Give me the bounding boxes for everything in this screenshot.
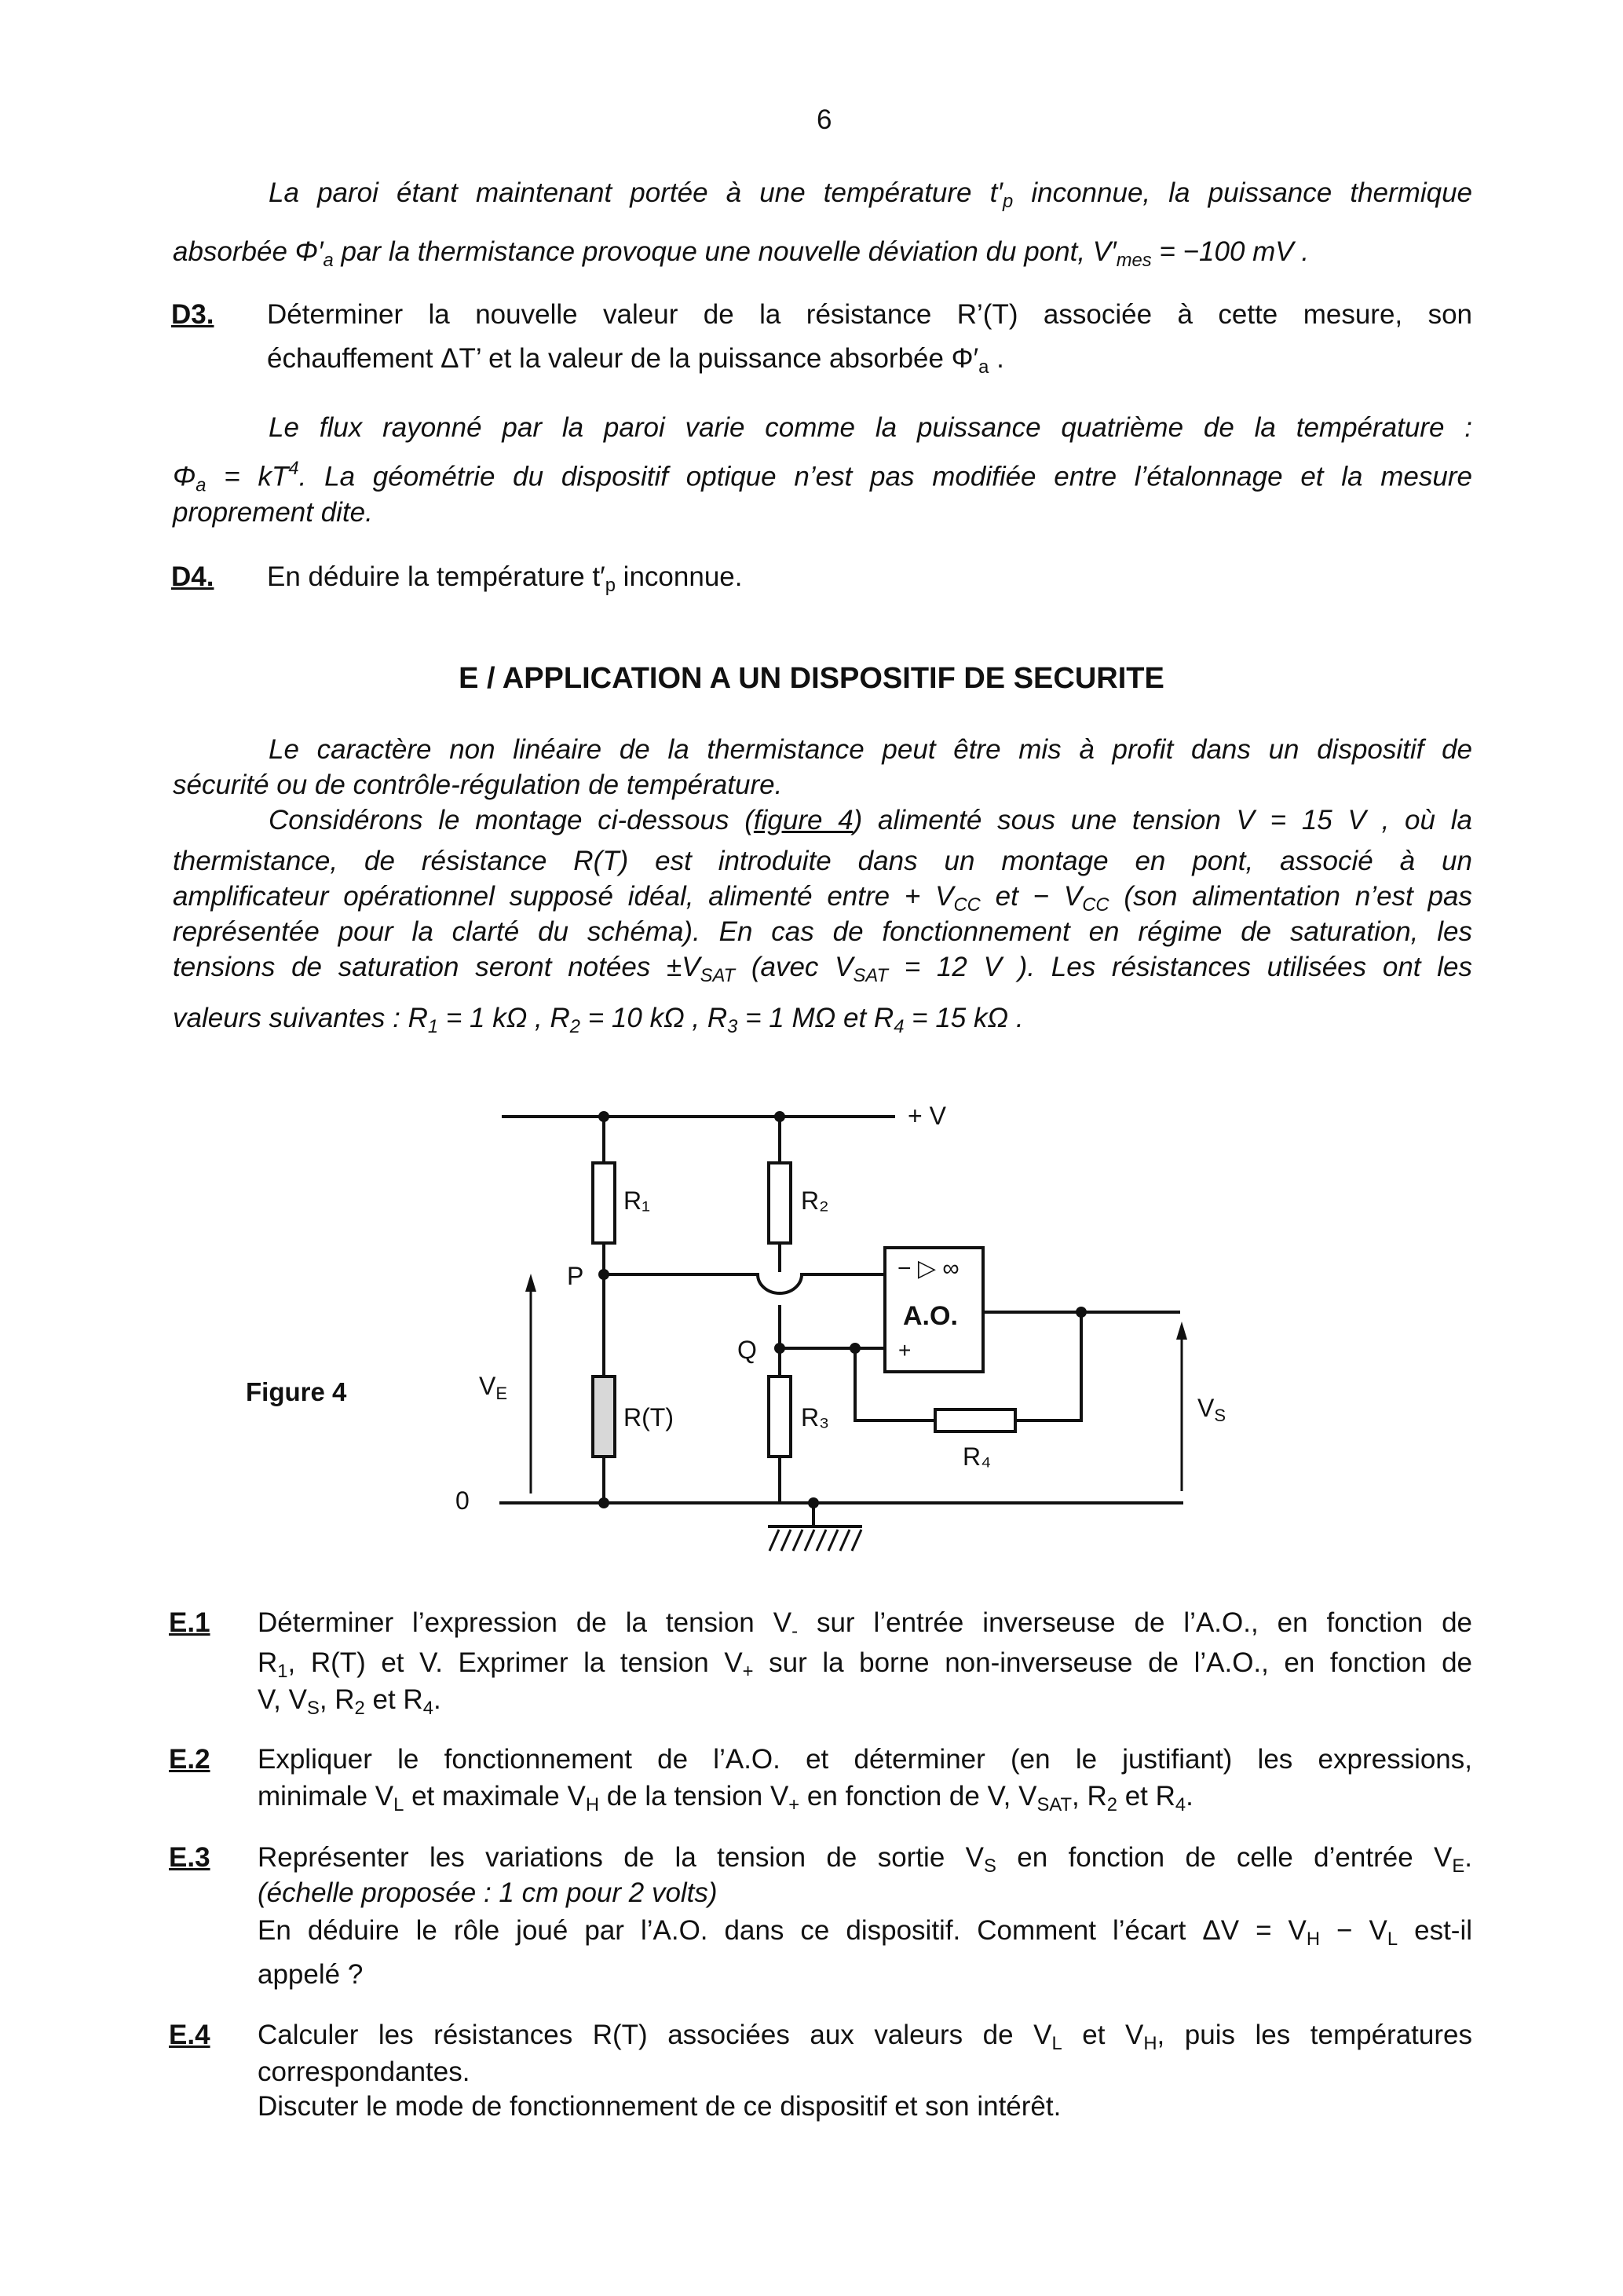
subscript: 2	[569, 1016, 581, 1038]
subscript: S	[984, 1855, 996, 1877]
text-run: thermistance, de résistance R(T) est introduite dans un montage en pont, associé à un	[173, 846, 1472, 876]
subscript: 4	[1175, 1794, 1186, 1816]
text-run: , R(T) et V. Exprimer la tension V	[287, 1647, 743, 1678]
text-run: Déterminer la nouvelle valeur de la résistance R’(T) associée à cette mesure, son	[267, 299, 1472, 330]
text-run: échauffement ΔT’ et la valeur de la puissance absorbée Φ′	[267, 343, 979, 374]
subscript: L	[393, 1794, 404, 1816]
text-run: Discuter le mode de fonctionnement de ce dispositif et son intérêt.	[258, 2091, 1062, 2122]
text-run: de la tension V	[599, 1781, 789, 1812]
text-line	[258, 1684, 441, 1720]
text-run: , puis les températures	[1157, 2020, 1472, 2050]
text-line	[258, 2020, 1472, 2055]
subscript: a	[196, 474, 207, 496]
wire-p-to-inverting	[604, 1274, 885, 1293]
text-run: inconnue, la puissance thermique	[1013, 177, 1473, 208]
text-run: Le flux rayonné par la paroi varie comme la puissance quatrième de la température :	[269, 412, 1472, 443]
subscript: 4	[422, 1698, 433, 1720]
label-node-p: P	[567, 1262, 584, 1290]
text-run: et − V	[980, 881, 1083, 912]
text-run: proprement dite.	[173, 497, 373, 528]
text-run: .	[1186, 1781, 1193, 1812]
question-label-e1: E.1	[169, 1607, 210, 1638]
label-plus-v: + V	[908, 1102, 946, 1130]
text-run: (avec V	[735, 952, 854, 982]
text-run: = 1 kΩ , R	[438, 1003, 570, 1033]
text-run: amplificateur opérationnel supposé idéal, alimenté entre + V	[173, 881, 954, 912]
subscript: mes	[1116, 250, 1152, 272]
text-line	[258, 1607, 1472, 1643]
page-number: 6	[817, 104, 832, 135]
text-run: La paroi étant maintenant portée à une température	[269, 177, 990, 208]
text-run: = 1 MΩ et R	[737, 1003, 894, 1033]
subscript: a	[323, 250, 334, 272]
subscript: H	[585, 1794, 600, 1816]
text-line	[258, 1915, 1473, 1951]
label-r1: R₁	[623, 1186, 650, 1215]
text-run: (son alimentation n’est pas	[1109, 881, 1472, 912]
text-run: − V	[1320, 1915, 1387, 1946]
text-run: Φ	[173, 461, 196, 492]
subscript: -	[791, 1621, 799, 1643]
resistor-r1	[593, 1163, 615, 1243]
subscript: CC	[953, 894, 981, 916]
subscript: p	[1002, 191, 1014, 213]
text-run: est-il	[1398, 1915, 1473, 1946]
text-run: ) alimenté sous une tension V = 15 V , où la	[853, 805, 1472, 835]
subscript: p	[605, 575, 616, 597]
text-run: V, V	[258, 1684, 307, 1715]
text-run: = kT	[206, 461, 289, 492]
text-run: . La géométrie du dispositif optique n’est pas modifiée entre l’étalonnage et la mesure	[298, 461, 1472, 492]
text-line	[258, 1647, 1472, 1683]
text-run: tensions de saturation seront notées ±V	[173, 952, 700, 982]
resistor-r2	[769, 1163, 791, 1243]
question-label-e2: E.2	[169, 1744, 210, 1775]
text-run: (échelle proposée : 1 cm pour 2 volts)	[258, 1877, 718, 1908]
question-label-d4: D4.	[171, 561, 214, 592]
text-run: inconnue.	[615, 561, 743, 592]
text-run: en fonction de V, V	[799, 1781, 1037, 1812]
text-run: En déduire le rôle joué par l’A.O. dans ce dispositif. Comment l’écart ΔV = V	[258, 1915, 1307, 1946]
subscript: +	[742, 1661, 754, 1683]
text-run: = 12 V ). Les résistances utilisées ont les	[888, 952, 1472, 982]
thermistor-rt	[593, 1377, 615, 1457]
subscript: 3	[727, 1016, 738, 1038]
text-line	[258, 1842, 1472, 1877]
subscript: CC	[1082, 894, 1109, 916]
text-run: minimale V	[258, 1781, 394, 1812]
text-run: appelé ?	[258, 1959, 364, 1990]
text-run: En déduire la température t′	[267, 561, 605, 592]
text-run: absorbée Φ′	[173, 236, 324, 267]
text-line	[258, 1959, 363, 1991]
text-run: .	[989, 343, 1004, 374]
text-run: = 15 kΩ .	[904, 1003, 1024, 1033]
subscript: H	[1306, 1929, 1321, 1951]
text-run: Calculer les résistances R(T) associées aux valeurs de V	[258, 2020, 1052, 2050]
text-run: , R	[1072, 1781, 1107, 1812]
question-label-e4: E.4	[169, 2020, 210, 2050]
label-zero: 0	[455, 1486, 470, 1515]
subscript: L	[1387, 1929, 1398, 1951]
text-run: .	[433, 1684, 441, 1715]
text-run: et V	[1062, 2020, 1144, 2050]
label-node-q: Q	[737, 1336, 757, 1364]
text-run: représentée pour la clarté du schéma). En cas de fonctionnement en régime de saturation, les	[173, 916, 1472, 947]
text-run: .	[1464, 1842, 1472, 1873]
text-run: , R	[319, 1684, 355, 1715]
question-label-e3: E.3	[169, 1842, 210, 1873]
resistor-r3	[769, 1377, 791, 1457]
subscript: 1	[277, 1661, 288, 1683]
subscript: SAT	[853, 965, 889, 987]
subscript: S	[306, 1698, 320, 1720]
subscript: L	[1051, 2033, 1062, 2055]
label-rt: R(T)	[623, 1403, 674, 1431]
subscript: H	[1143, 2033, 1157, 2055]
section-heading: E / APPLICATION A UN DISPOSITIF DE SECURITE	[459, 662, 1164, 695]
text-line	[258, 1877, 718, 1909]
text-line	[258, 2091, 1061, 2122]
text-run: par la thermistance provoque une nouvelle déviation du pont, V′	[333, 236, 1117, 267]
text-line	[258, 1744, 1472, 1775]
text-run: = −100 mV .	[1151, 236, 1310, 267]
op-amp-label: A.O.	[903, 1301, 958, 1331]
subscript: 2	[1106, 1794, 1117, 1816]
question-label-d3: D3.	[171, 299, 214, 330]
text-run: Déterminer l’expression de la tension V	[258, 1607, 792, 1638]
text-run: et R	[1117, 1781, 1175, 1812]
superscript: 4	[288, 458, 299, 479]
text-run: et maximale V	[404, 1781, 586, 1812]
text-run: sur l’entrée inverseuse de l’A.O., en fonction de	[798, 1607, 1472, 1638]
label-r4: R₄	[963, 1442, 992, 1471]
text-run: correspondantes.	[258, 2057, 470, 2087]
op-amp-symbol: − ▷ ∞	[897, 1256, 960, 1281]
text-run: R	[258, 1647, 278, 1678]
subscript: E	[1452, 1855, 1465, 1877]
label-r3: R₃	[801, 1403, 830, 1431]
text-run: valeurs suivantes : R	[173, 1003, 428, 1033]
text-run: en fonction de celle d’entrée V	[996, 1842, 1453, 1873]
op-amp-plus: +	[898, 1338, 912, 1362]
resistor-r4	[935, 1409, 1015, 1431]
text-run: Le caractère non linéaire de la thermistance peut être mis à profit dans un dispositif de	[269, 734, 1472, 765]
label-vs: VS	[1197, 1394, 1226, 1425]
text-run: et R	[364, 1684, 423, 1715]
text-run: figure 4	[753, 805, 854, 835]
label-ve: VE	[479, 1372, 508, 1403]
figure-caption: Figure 4	[246, 1377, 347, 1406]
subscript: SAT	[700, 965, 736, 987]
label-r2: R₂	[801, 1186, 829, 1215]
subscript: +	[788, 1794, 800, 1816]
text-run: sécurité ou de contrôle-régulation de température.	[173, 770, 783, 800]
text-run: = 10 kΩ , R	[580, 1003, 728, 1033]
text-line	[258, 1781, 1193, 1816]
text-run: Considérons le montage ci-dessous (	[269, 805, 754, 835]
text-run: sur la borne non-inverseuse de l’A.O., en fonction de	[753, 1647, 1472, 1678]
subscript: a	[978, 356, 989, 378]
text-run: Représenter les variations de la tension de sortie V	[258, 1842, 985, 1873]
text-run: Expliquer le fonctionnement de l’A.O. et déterminer (en le justifiant) les expressions,	[258, 1744, 1472, 1775]
subscript: 4	[894, 1016, 905, 1038]
text-line	[258, 2057, 470, 2088]
subscript: 2	[354, 1698, 365, 1720]
subscript: SAT	[1036, 1794, 1072, 1816]
subscript: 1	[427, 1016, 439, 1038]
text-run: t′	[989, 177, 1003, 208]
